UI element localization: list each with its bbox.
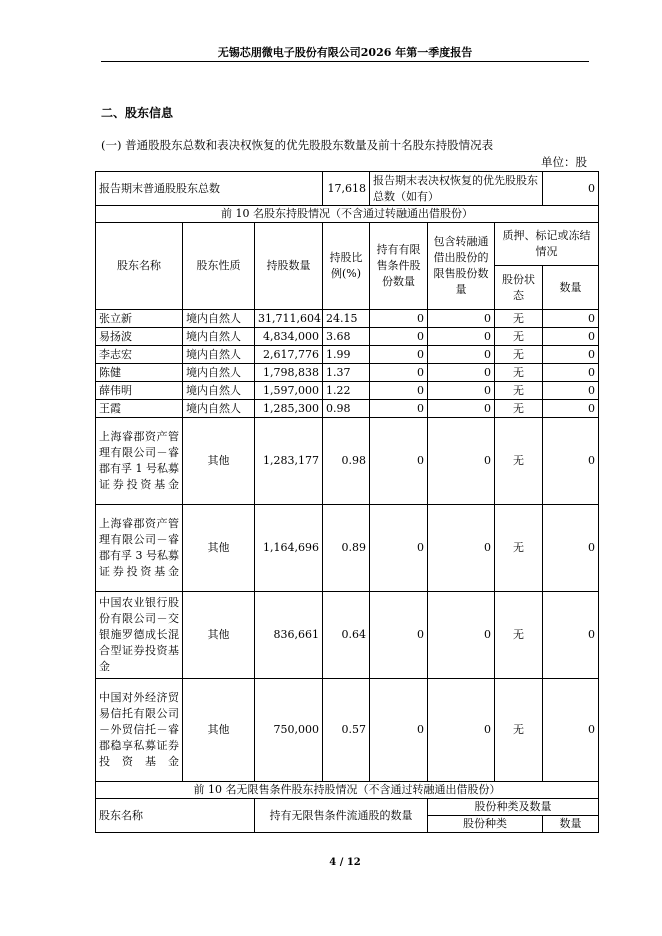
restricted-shares: 0	[370, 418, 428, 505]
section-subtitle: (一) 普通股股东总数和表决权恢复的优先股股东数量及前十名股东持股情况表	[101, 138, 494, 152]
pledge-quantity: 0	[543, 328, 599, 346]
header-row-1	[96, 223, 599, 266]
unrestricted-caption: 前 10 名无限售条件股东持股情况（不含通过转融通出借股份）	[96, 782, 599, 799]
pref-holders-label: 报告期末表决权恢复的优先股股东总数（如有）	[370, 172, 543, 206]
shareholder-table	[95, 171, 599, 833]
shares-held: 4,834,000	[255, 328, 323, 346]
summary-row	[96, 172, 599, 206]
lending-restricted-shares: 0	[428, 400, 495, 418]
holding-ratio: 3.68	[323, 328, 370, 346]
shareholder-nature: 境内自然人	[183, 400, 255, 418]
pledge-status: 无	[495, 328, 543, 346]
restricted-shares: 0	[370, 346, 428, 364]
pledge-quantity: 0	[543, 418, 599, 505]
col-header-pledge-qty: 数量	[543, 266, 599, 310]
col-header-lending: 包含转融通借出股份的限售股份数量	[428, 223, 495, 310]
col-header-shares: 持股数量	[255, 223, 323, 310]
restricted-shares: 0	[370, 400, 428, 418]
shareholder-nature: 境内自然人	[183, 310, 255, 328]
shareholder-nature: 境内自然人	[183, 346, 255, 364]
table-row	[96, 310, 599, 328]
table-row	[96, 418, 599, 505]
pledge-status: 无	[495, 679, 543, 782]
lending-restricted-shares: 0	[428, 592, 495, 679]
shareholder-nature: 其他	[183, 505, 255, 592]
col-header-pledge-status: 股份状态	[495, 266, 543, 310]
table-row	[96, 328, 599, 346]
shareholder-nature: 境内自然人	[183, 364, 255, 382]
shares-held: 1,798,838	[255, 364, 323, 382]
restricted-shares: 0	[370, 382, 428, 400]
lending-restricted-shares: 0	[428, 346, 495, 364]
lending-restricted-shares: 0	[428, 505, 495, 592]
section-title: 二、股东信息	[101, 106, 174, 120]
table-row	[96, 382, 599, 400]
table-row	[96, 592, 599, 679]
lending-restricted-shares: 0	[428, 310, 495, 328]
shares-held: 31,711,604	[255, 310, 323, 328]
lending-restricted-shares: 0	[428, 679, 495, 782]
lending-restricted-shares: 0	[428, 418, 495, 505]
holding-ratio: 0.89	[323, 505, 370, 592]
restricted-shares: 0	[370, 679, 428, 782]
shareholder-name: 李志宏	[96, 346, 183, 364]
lending-restricted-shares: 0	[428, 328, 495, 346]
restricted-shares: 0	[370, 592, 428, 679]
shares-held: 750,000	[255, 679, 323, 782]
pledge-quantity: 0	[543, 679, 599, 782]
pledge-status: 无	[495, 505, 543, 592]
restricted-shares: 0	[370, 310, 428, 328]
col-header-name: 股东名称	[96, 223, 183, 310]
shareholder-name: 上海睿郡资产管理有限公司－睿郡有孚 3 号私募证券投资基金	[96, 505, 183, 592]
pledge-status: 无	[495, 400, 543, 418]
unrestricted-type-header: 股份种类	[428, 816, 543, 833]
shareholder-name: 张立新	[96, 310, 183, 328]
shareholder-name: 中国农业银行股份有限公司－交银施罗德成长混合型证券投资基金	[96, 592, 183, 679]
pledge-quantity: 0	[543, 382, 599, 400]
lending-restricted-shares: 0	[428, 364, 495, 382]
shares-held: 2,617,776	[255, 346, 323, 364]
shareholder-name: 陈健	[96, 364, 183, 382]
pledge-status: 无	[495, 382, 543, 400]
unrestricted-caption-row	[96, 782, 599, 799]
unrestricted-amount-header: 数量	[543, 816, 599, 833]
shares-held: 1,597,000	[255, 382, 323, 400]
holding-ratio: 1.37	[323, 364, 370, 382]
page-number: 4 / 12	[329, 857, 361, 868]
shareholder-name: 易扬波	[96, 328, 183, 346]
holding-ratio: 0.64	[323, 592, 370, 679]
total-holders-value: 17,618	[323, 172, 370, 206]
pledge-status: 无	[495, 346, 543, 364]
pledge-status: 无	[495, 418, 543, 505]
top10-rows	[96, 310, 599, 782]
col-header-nature: 股东性质	[183, 223, 255, 310]
holding-ratio: 1.22	[323, 382, 370, 400]
table-row	[96, 505, 599, 592]
unrestricted-header-row-1	[96, 799, 599, 816]
shares-held: 1,283,177	[255, 418, 323, 505]
pledge-quantity: 0	[543, 592, 599, 679]
top10-caption-row	[96, 206, 599, 223]
pledge-quantity: 0	[543, 310, 599, 328]
unrestricted-type-group: 股份种类及数量	[428, 799, 599, 816]
holding-ratio: 24.15	[323, 310, 370, 328]
col-header-ratio: 持股比例(%)	[323, 223, 370, 310]
pledge-quantity: 0	[543, 346, 599, 364]
lending-restricted-shares: 0	[428, 382, 495, 400]
table-row	[96, 679, 599, 782]
shareholder-name: 上海睿郡资产管理有限公司－睿郡有孚 1 号私募证券投资基金	[96, 418, 183, 505]
pledge-status: 无	[495, 364, 543, 382]
shareholder-nature: 境内自然人	[183, 382, 255, 400]
shareholder-nature: 其他	[183, 679, 255, 782]
shares-held: 836,661	[255, 592, 323, 679]
table-row	[96, 346, 599, 364]
holding-ratio: 1.99	[323, 346, 370, 364]
restricted-shares: 0	[370, 328, 428, 346]
shareholder-name: 王霞	[96, 400, 183, 418]
shares-held: 1,164,696	[255, 505, 323, 592]
shareholder-name: 薛伟明	[96, 382, 183, 400]
shares-held: 1,285,300	[255, 400, 323, 418]
shareholder-nature: 其他	[183, 418, 255, 505]
col-header-restricted: 持有有限售条件股份数量	[370, 223, 428, 310]
restricted-shares: 0	[370, 364, 428, 382]
shareholder-nature: 境内自然人	[183, 328, 255, 346]
pledge-quantity: 0	[543, 505, 599, 592]
pledge-status: 无	[495, 592, 543, 679]
restricted-shares: 0	[370, 505, 428, 592]
col-header-pledge: 质押、标记或冻结情况	[495, 223, 599, 266]
top10-caption: 前 10 名股东持股情况（不含通过转融通出借股份）	[96, 206, 599, 223]
total-holders-label: 报告期末普通股股东总数	[96, 172, 323, 206]
holding-ratio: 0.98	[323, 400, 370, 418]
pledge-quantity: 0	[543, 364, 599, 382]
holding-ratio: 0.98	[323, 418, 370, 505]
holding-ratio: 0.57	[323, 679, 370, 782]
header-divider	[101, 61, 589, 62]
unit-label: 单位：股	[541, 155, 587, 169]
shareholder-nature: 其他	[183, 592, 255, 679]
unrestricted-qty-header: 持有无限售条件流通股的数量	[255, 799, 428, 833]
shareholder-name: 中国对外经济贸易信托有限公司－外贸信托－睿郡稳享私募证券投资基金	[96, 679, 183, 782]
pledge-status: 无	[495, 310, 543, 328]
report-header: 无锡芯朋微电子股份有限公司2026 年第一季度报告	[217, 46, 473, 59]
unrestricted-name-header: 股东名称	[96, 799, 255, 833]
table-row	[96, 400, 599, 418]
pref-holders-value: 0	[543, 172, 599, 206]
pledge-quantity: 0	[543, 400, 599, 418]
table-row	[96, 364, 599, 382]
